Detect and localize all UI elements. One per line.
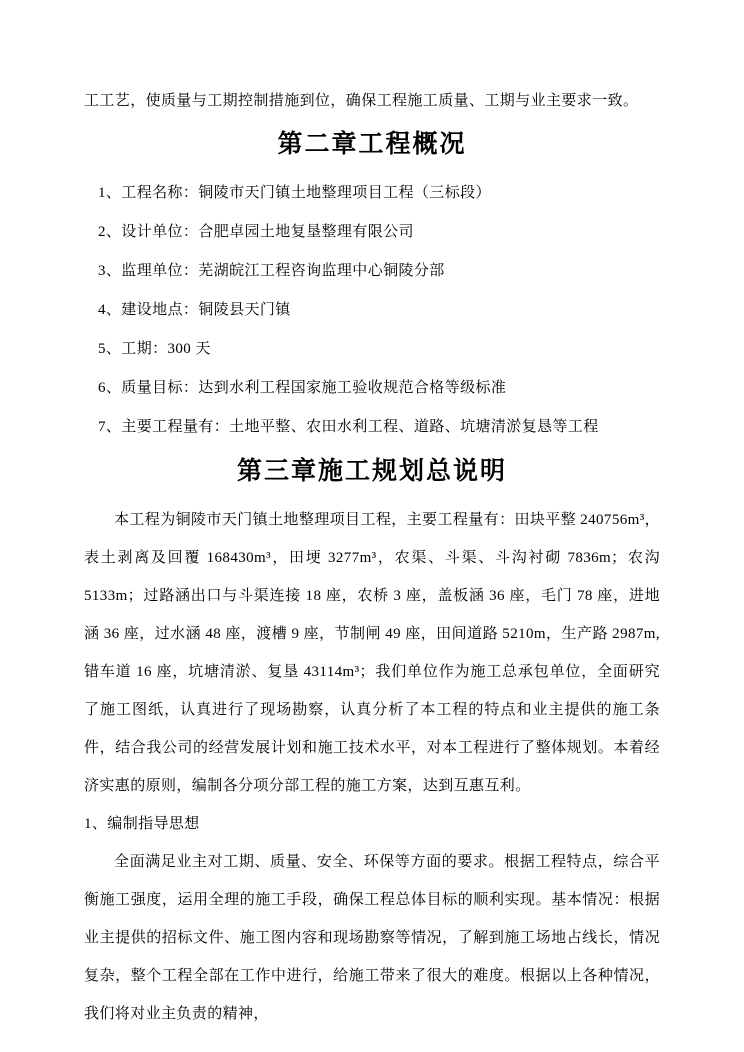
chapter3-subheading-guiding-thought: 1、编制指导思想 bbox=[84, 816, 200, 832]
chapter3-paragraph-guiding-thought: 全面满足业主对工期、质量、安全、环保等方面的要求。根据工程特点，综合平衡施工强度，运用全理的施工手段，确保工程总体目标的顺利实现。基本情况：根据业主提供的招标文件、施工图内容和现场勘察等情况，了解到施工场地占线长，情况复杂，整个工程全部在工作中进行，给施工带来了很大的难度。根据以上各种情况，我们将对业主负责的精神， bbox=[84, 854, 660, 1022]
list-item-supervision-unit: 3、监理单位：芜湖皖江工程咨询监理中心铜陵分部 bbox=[98, 263, 445, 279]
list-item-main-works: 7、主要工程量有：土地平整、农田水利工程、道路、坑塘清淤复恳等工程 bbox=[98, 419, 599, 435]
chapter2-item-list bbox=[84, 174, 660, 447]
list-item-project-name: 1、工程名称：铜陵市天门镇土地整理项目工程（三标段） bbox=[98, 185, 491, 201]
list-item-location: 4、建设地点：铜陵县天门镇 bbox=[98, 302, 291, 318]
chapter3-title: 第三章施工规划总说明 bbox=[236, 458, 507, 485]
list-item-design-unit: 2、设计单位：合肥卓园土地复垦整理有限公司 bbox=[98, 224, 414, 240]
chapter3-paragraph-overview: 本工程为铜陵市天门镇土地整理项目工程，主要工程量有：田块平整 240756m³，表土剥离及回覆 168430m³，田埂 3277m³，农渠、斗渠、斗沟衬砌 7836m；农沟 5133m；过路涵出口与斗渠连接 18 座，农桥 3 座，盖板涵 36 座，毛门 78 座，进地涵 36 座，过水涵 48 座，渡槽 9 座，节制闸 49 座，田间道路 5210m，生产路 2987m,错车道 16 座，坑塘清淤、复垦 43114m³；我们单位作为施工总承包单位，全面研究了施工图纸，认真进行了现场勘察，认真分析了本工程的特点和业主提供的施工条件，结合我公司的经营发展计划和施工技术水平，对本工程进行了整体规划。本着经济实惠的原则，编制各分项分部工程的施工方案，达到互惠互利。 bbox=[84, 512, 660, 794]
list-item-duration: 5、工期：300 天 bbox=[98, 341, 211, 357]
paragraph-continuation: 工工艺，使质量与工期控制措施到位，确保工程施工质量、工期与业主要求一致。 bbox=[84, 93, 639, 109]
list-item-quality-target: 6、质量目标：达到水利工程国家施工验收规范合格等级标准 bbox=[98, 380, 507, 396]
chapter2-title: 第二章工程概况 bbox=[277, 131, 467, 158]
